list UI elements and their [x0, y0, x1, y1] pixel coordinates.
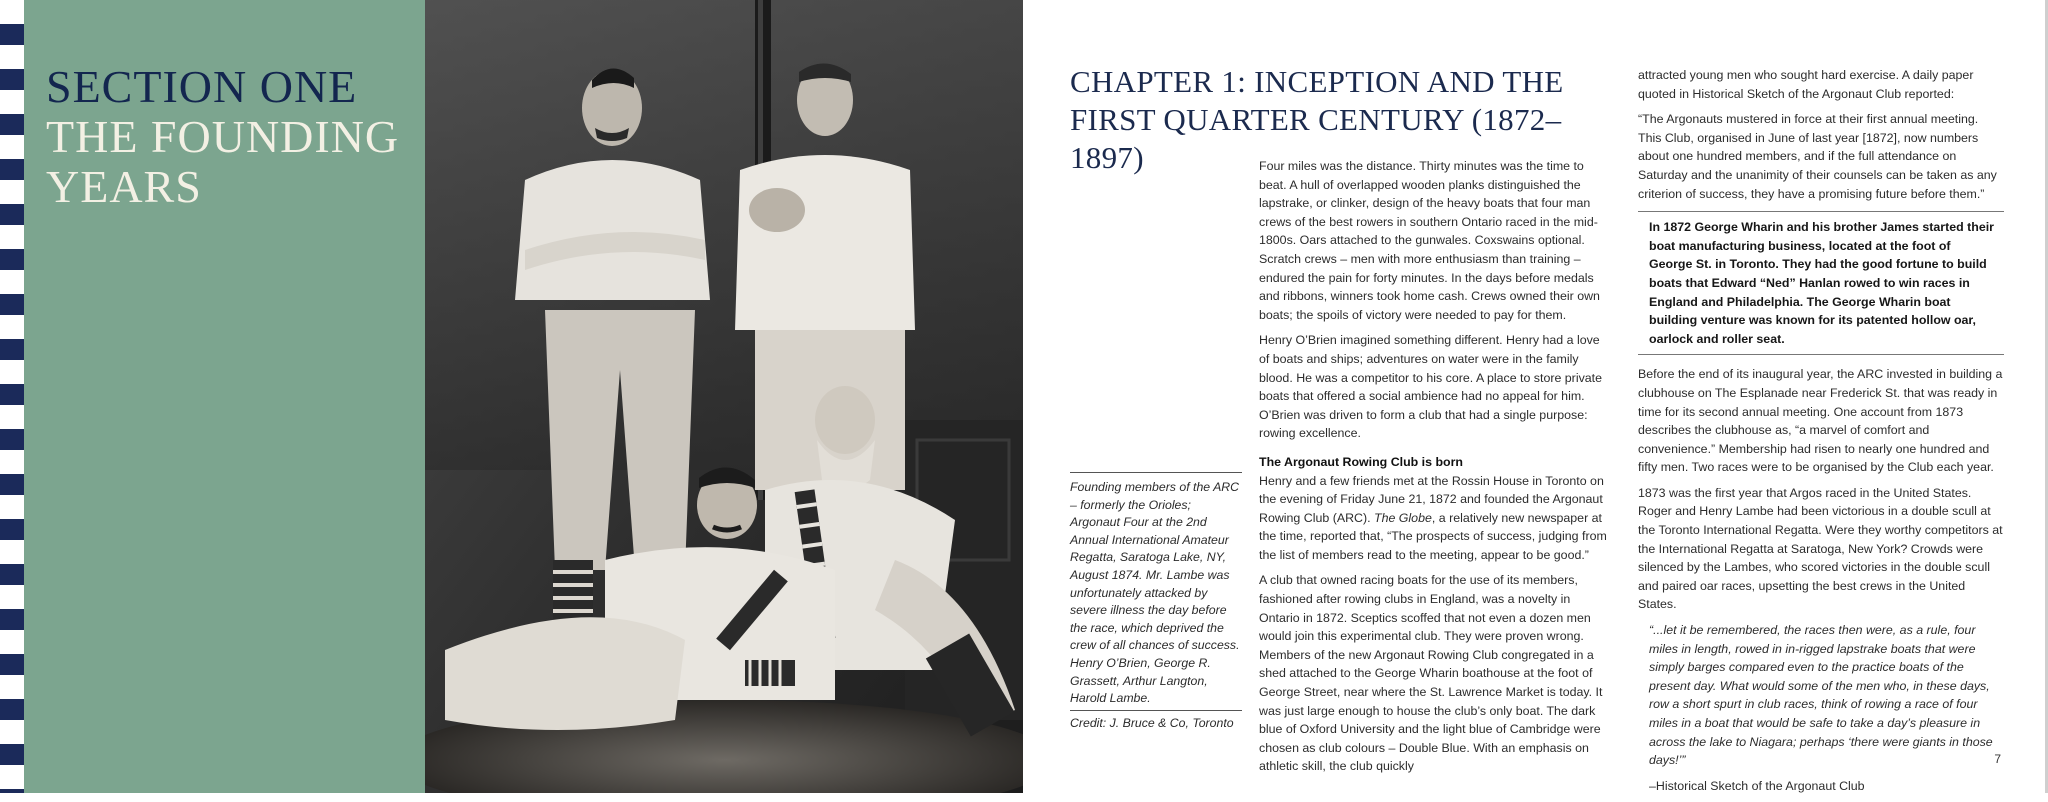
crew-photo — [425, 0, 1023, 793]
paragraph: Henry O’Brien imagined something different. Henry had a love of boats and ships; adventures on water were in the family blood. He was a competitor to his core. A place to store private boats that offered a social ambience had no appeal for him. O’Brien was driven to form a club that had a single purpose: rowing excellence. — [1259, 333, 1602, 441]
callout-box: In 1872 George Wharin and his brother James started their boat manufacturing business, located at the foot of George St. in Toronto. They had the good fortune to build boats that Edward “Ned” Hanlan rowed to win races in England and Philadelphia. The George Wharin boat building venture was known for its patented hollow oar, oarlock and roller seat. — [1638, 211, 2004, 355]
paragraph: “The Argonauts mustered in force at their first annual meeting. This Club, organised in June of last year [1872], now numbers about one hundred members, and if the full attendance on Saturday and the unanimity of their counsels can be taken as any criterion of success, they have a promising future before them.” — [1638, 112, 1997, 201]
text-column-b — [1638, 66, 2004, 802]
paragraph-text: Henry and a few friends met at the Rossin House in Toronto on the evening of Friday June 21, 1872 and founded the Argonaut Rowing Club (ARC). — [1259, 473, 1604, 525]
binding-stripe — [0, 0, 24, 793]
page-number: 7 — [1994, 752, 2001, 766]
paragraph — [1259, 472, 1611, 565]
section-title-line3: YEARS — [46, 161, 202, 212]
paragraph: Four miles was the distance. Thirty minutes was the time to beat. A hull of overlapped wooden planks distinguished the lapstrake, or clinker, design of the heavy boats that four man crews of the best rowers in southern Ontario raced in the mid-1800s. Oars attached to the gunwales. Coxswains optional. Scratch crews – men with more enthusiasm than training – endured the pain for forty minutes. In the days before medals and ribbons, winners took home cash. Crews owned their own boats; the spoils of victory were needed to pay for them. — [1259, 159, 1600, 322]
text-column-a — [1259, 157, 1611, 783]
chapter-title-line2: FIRST QUARTER CENTURY (1872–1897) — [1070, 102, 1562, 175]
subheading: The Argonaut Rowing Club is born — [1259, 454, 1463, 469]
photo-caption — [1070, 472, 1242, 732]
section-title-line2: THE FOUNDING — [46, 111, 400, 162]
chapter-title-line1: CHAPTER 1: INCEPTION AND THE — [1070, 64, 1564, 99]
block-quote: “...let it be remembered, the races then were, as a rule, four miles in length, rowed in in-rigged lapstrake boats that were simply barges compared even to the practice boats of the present day. What would some of the men who, in these days, row a short spurt in club races, think of rowing a race of four miles in a boat that would be safe to take a day’s pleasure in across the lake to Niagara; perhaps ‘there were giants in those days!’” — [1649, 623, 1993, 768]
section-title — [46, 62, 399, 212]
photo-credit: Credit: J. Bruce & Co, Toronto — [1070, 710, 1242, 733]
newspaper-name: The Globe — [1374, 510, 1432, 525]
paragraph: A club that owned racing boats for the use of its members, fashioned after rowing clubs in England, was a novelty in Ontario in 1872. Sceptics scoffed that not even a dozen men would join this experimental club. They were proven wrong. Members of the new Argonaut Rowing Club congregated in a shed attached to the George Wharin boathouse at the foot of George Street, near where the St. Lawrence Market is today. It was just large enough to house the club’s only boat. The dark blue of Oxford University and the light blue of Cambridge were chosen as club colours – Double Blue. With an emphasis on athletic skill, the club quickly — [1259, 573, 1603, 774]
section-panel — [0, 0, 425, 793]
paragraph: Before the end of its inaugural year, the ARC invested in building a clubhouse on The Esplanade near Frederick St. that was ready in time for its second annual meeting. One account from 1873 describes the clubhouse as, “a marvel of comfort and convenience.” Membership had risen to nearly one hundred and fifty men. Two races were to be organised by the Club each year. — [1638, 367, 2003, 475]
section-title-line1: SECTION ONE — [46, 61, 358, 112]
caption-text: Founding members of the ARC – formerly the Orioles; Argonaut Four at the 2nd Annual International Amateur Regatta, Saratoga Lake, NY, August 1874. Mr. Lambe was unfortunately attacked by severe illness the day before the race, which deprived the crew of all chances of success. Henry O’Brien, George R. Grassett, Arthur Langton, Harold Lambe. — [1070, 480, 1240, 706]
paragraph-text: , a relatively new newspaper at the time, reported that, “The prospects of success, judging from the list of members read to the meeting, appear to be good.” — [1259, 510, 1607, 562]
right-page — [1023, 0, 2048, 793]
paragraph: 1873 was the first year that Argos raced in the United States. Roger and Henry Lambe had been victorious in a double scull at the Toronto International Regatta. Were they worthy competitors at the International Regatta at Saratoga, New York? Crowds were silenced by the Lambes, who scored victories in the double scull and paired oar races, upsetting the best crews in the United States. — [1638, 485, 2003, 612]
quote-attribution: –Historical Sketch of the Argonaut Club — [1649, 778, 1865, 793]
paragraph: attracted young men who sought hard exercise. A daily paper quoted in Historical Sketch of the Argonaut Club reported: — [1638, 68, 1974, 101]
